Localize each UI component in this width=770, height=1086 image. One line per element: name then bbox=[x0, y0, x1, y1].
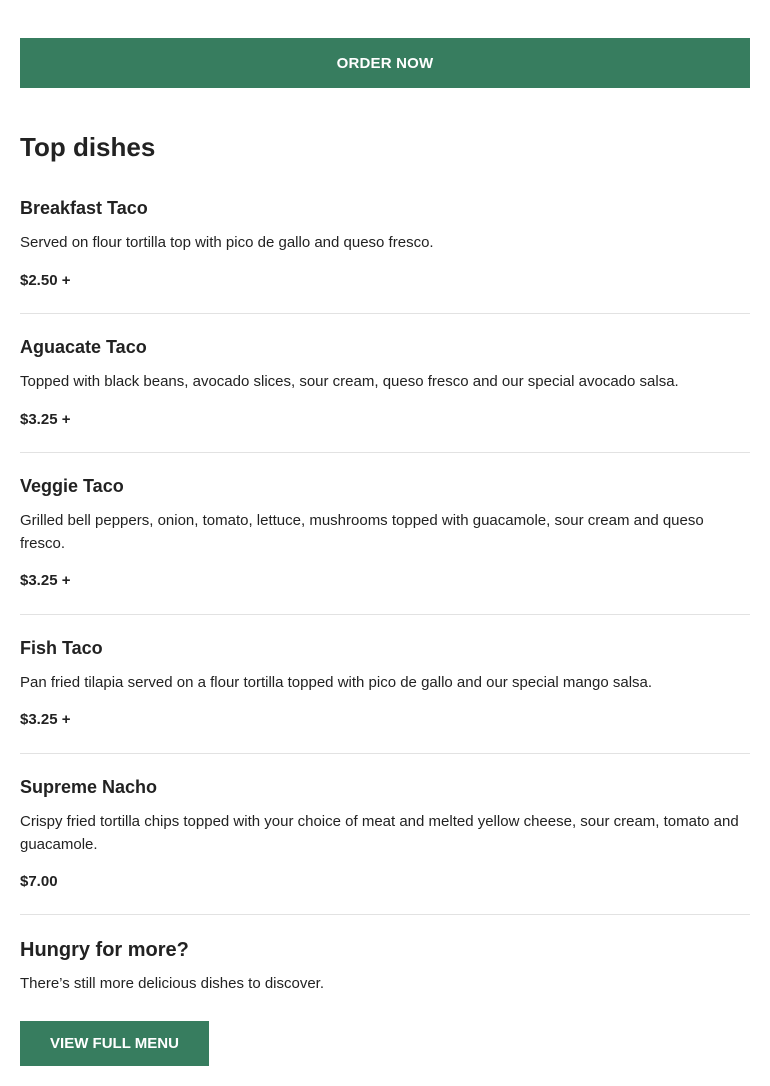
dish-description: Grilled bell peppers, onion, tomato, lettuce, mushrooms topped with guacamole, sour cream and queso fresco. bbox=[20, 512, 704, 552]
dish-price: $3.25 + bbox=[20, 411, 71, 428]
dish-description: Served on flour tortilla top with pico de gallo and queso fresco. bbox=[20, 234, 434, 251]
dish-description: Pan fried tilapia served on a flour tortilla topped with pico de gallo and our special mango salsa. bbox=[20, 674, 653, 691]
dish-name: Veggie Taco bbox=[20, 476, 124, 496]
hungry-for-more-text: There’s still more delicious dishes to discover. bbox=[20, 975, 325, 992]
divider bbox=[20, 753, 750, 754]
dish-price: $3.25 + bbox=[20, 572, 71, 589]
dish-name: Supreme Nacho bbox=[20, 777, 158, 797]
dish-price: $7.00 bbox=[20, 873, 58, 890]
divider bbox=[20, 313, 750, 314]
divider bbox=[20, 914, 750, 915]
dish-name: Breakfast Taco bbox=[20, 198, 148, 218]
hungry-for-more-title: Hungry for more? bbox=[20, 939, 189, 961]
top-dishes-title: Top dishes bbox=[20, 132, 156, 162]
dish-name: Aguacate Taco bbox=[20, 337, 147, 357]
view-full-menu-button[interactable]: VIEW FULL MENU bbox=[20, 1021, 209, 1066]
divider bbox=[20, 614, 750, 615]
dish-name: Fish Taco bbox=[20, 638, 103, 658]
dish-price: $2.50 + bbox=[20, 272, 71, 289]
order-now-button[interactable]: ORDER NOW bbox=[20, 38, 750, 88]
dish-price: $3.25 + bbox=[20, 711, 71, 728]
divider bbox=[20, 452, 750, 453]
dish-description: Topped with black beans, avocado slices, sour cream, queso fresco and our special avocado salsa. bbox=[20, 373, 679, 390]
dish-description: Crispy fried tortilla chips topped with your choice of meat and melted yellow cheese, sour cream, tomato and guacamole. bbox=[20, 813, 739, 853]
